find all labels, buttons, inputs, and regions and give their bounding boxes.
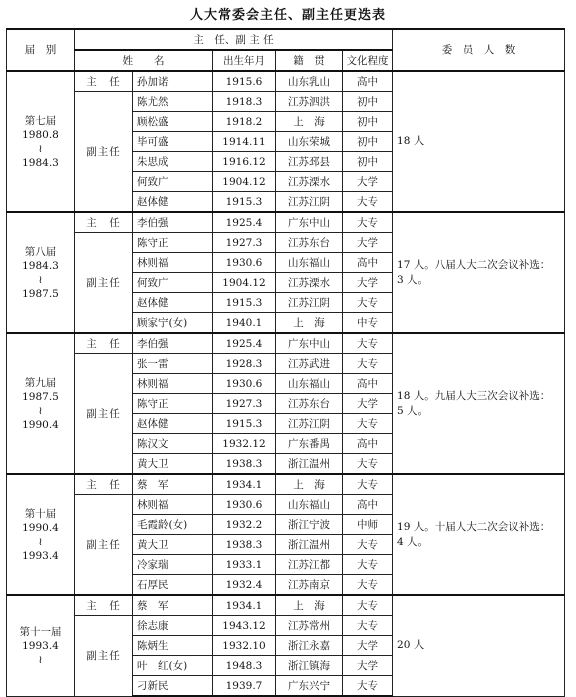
education-level: 大专 xyxy=(343,676,393,697)
education-level: 中专 xyxy=(343,313,393,334)
person-name: 石厚民 xyxy=(133,575,213,596)
birth-date: 1938.3 xyxy=(213,535,276,555)
birth-column-header: 出生年月 xyxy=(213,50,276,71)
person-name: 何致广 xyxy=(133,273,213,293)
native-place: 山东乳山 xyxy=(276,71,343,92)
person-name: 陈守正 xyxy=(133,394,213,414)
native-place: 上 海 xyxy=(276,112,343,132)
native-place: 江苏常州 xyxy=(276,616,343,636)
native-place: 上 海 xyxy=(276,474,343,495)
origin-column-header: 籍 贯 xyxy=(276,50,343,71)
role-vice: 副主任 xyxy=(75,495,133,596)
education-level: 高中 xyxy=(343,253,393,273)
native-place: 浙江永嘉 xyxy=(276,636,343,656)
education-level: 大专 xyxy=(343,555,393,575)
education-level: 大学 xyxy=(343,233,393,253)
birth-date: 1932.4 xyxy=(213,575,276,596)
birth-date: 1915.3 xyxy=(213,293,276,313)
person-name: 黄大卫 xyxy=(133,454,213,475)
birth-date: 1943.12 xyxy=(213,616,276,636)
session-end: 1993.4 xyxy=(22,549,59,562)
role-chair: 主 任 xyxy=(75,212,133,233)
table-row xyxy=(7,71,565,92)
native-place: 浙江温州 xyxy=(276,454,343,475)
person-name: 陈炳生 xyxy=(133,636,213,656)
native-place: 江苏江阴 xyxy=(276,414,343,434)
session-column-header: 届 别 xyxy=(7,29,75,71)
session-sep: ≀ xyxy=(38,535,43,548)
education-level: 大专 xyxy=(343,414,393,434)
native-place: 江苏江都 xyxy=(276,555,343,575)
members-count: 18 人。九届人大三次会议补选： 5 人。 xyxy=(393,333,565,474)
person-name: 刁新民 xyxy=(133,676,213,697)
person-name: 赵体健 xyxy=(133,192,213,213)
session-cell xyxy=(7,212,75,333)
session-end: 1990.4 xyxy=(22,418,59,431)
birth-date: 1932.10 xyxy=(213,636,276,656)
native-place: 广东中山 xyxy=(276,333,343,354)
birth-date: 1932.12 xyxy=(213,434,276,454)
session-name: 第十一届 xyxy=(19,625,62,638)
birth-date: 1915.6 xyxy=(213,71,276,92)
session-cell xyxy=(7,595,75,696)
native-place: 江苏邳县 xyxy=(276,152,343,172)
birth-date: 1916.12 xyxy=(213,152,276,172)
native-place: 广东兴宁 xyxy=(276,676,343,697)
birth-date: 1940.1 xyxy=(213,313,276,334)
person-name: 毛霞龄(女) xyxy=(133,515,213,535)
session-sep: ≀ xyxy=(38,653,43,666)
session-name: 第九届 xyxy=(24,376,57,389)
birth-date: 1930.6 xyxy=(213,253,276,273)
education-level: 初中 xyxy=(343,112,393,132)
birth-date: 1933.1 xyxy=(213,555,276,575)
session-start: 1990.4 xyxy=(22,521,59,534)
table-body xyxy=(7,71,565,696)
birth-date: 1932.2 xyxy=(213,515,276,535)
birth-date: 1930.6 xyxy=(213,374,276,394)
birth-date: 1948.3 xyxy=(213,656,276,676)
role-chair: 主 任 xyxy=(75,595,133,616)
session-start: 1987.5 xyxy=(22,390,59,403)
session-start: 1993.4 xyxy=(22,639,59,652)
education-level: 大专 xyxy=(343,616,393,636)
birth-date: 1915.3 xyxy=(213,192,276,213)
native-place: 江苏江阴 xyxy=(276,192,343,213)
native-place: 广东中山 xyxy=(276,212,343,233)
education-level: 大专 xyxy=(343,575,393,596)
person-name: 冷家瑞 xyxy=(133,555,213,575)
person-name: 蔡 军 xyxy=(133,474,213,495)
table-row xyxy=(7,474,565,495)
members-count: 18 人 xyxy=(393,71,565,212)
table-row xyxy=(7,595,565,616)
birth-date: 1938.3 xyxy=(213,454,276,475)
role-vice: 副主任 xyxy=(75,616,133,697)
education-level: 初中 xyxy=(343,92,393,112)
native-place: 浙江镇海 xyxy=(276,656,343,676)
person-name: 张一雷 xyxy=(133,354,213,374)
person-name: 何致广 xyxy=(133,172,213,192)
native-place: 江苏江阴 xyxy=(276,293,343,313)
person-name: 顾松盛 xyxy=(133,112,213,132)
role-vice: 副主任 xyxy=(75,92,133,213)
person-name: 赵体健 xyxy=(133,414,213,434)
education-level: 初中 xyxy=(343,132,393,152)
birth-date: 1918.3 xyxy=(213,92,276,112)
header-row-1 xyxy=(7,29,565,50)
person-name: 林则福 xyxy=(133,253,213,273)
person-name: 黄大卫 xyxy=(133,535,213,555)
person-name: 林则福 xyxy=(133,374,213,394)
education-level: 大专 xyxy=(343,212,393,233)
person-name: 林则福 xyxy=(133,495,213,515)
session-cell xyxy=(7,71,75,212)
education-level: 大专 xyxy=(343,454,393,475)
education-level: 大专 xyxy=(343,535,393,555)
person-name: 蔡 军 xyxy=(133,595,213,616)
education-level: 大专 xyxy=(343,192,393,213)
role-chair: 主 任 xyxy=(75,474,133,495)
education-level: 高中 xyxy=(343,495,393,515)
birth-date: 1918.2 xyxy=(213,112,276,132)
table-row xyxy=(7,333,565,354)
birth-date: 1904.12 xyxy=(213,273,276,293)
native-place: 山东福山 xyxy=(276,253,343,273)
person-name: 陈尤然 xyxy=(133,92,213,112)
table-row xyxy=(7,212,565,233)
native-place: 浙江宁波 xyxy=(276,515,343,535)
person-name: 李伯强 xyxy=(133,333,213,354)
members-count: 17 人。八届人大二次会议补选： 3 人。 xyxy=(393,212,565,333)
name-column-header: 姓 名 xyxy=(75,50,213,71)
education-level: 大专 xyxy=(343,595,393,616)
birth-date: 1934.1 xyxy=(213,474,276,495)
native-place: 山东福山 xyxy=(276,495,343,515)
education-level: 大学 xyxy=(343,394,393,414)
native-place: 山东荣城 xyxy=(276,132,343,152)
session-start: 1980.8 xyxy=(22,128,59,141)
education-column-header: 文化程度 xyxy=(343,50,393,71)
birth-date: 1939.7 xyxy=(213,676,276,697)
native-place: 江苏武进 xyxy=(276,354,343,374)
education-level: 大学 xyxy=(343,273,393,293)
person-name: 朱思成 xyxy=(133,152,213,172)
native-place: 浙江温州 xyxy=(276,535,343,555)
role-vice: 副主任 xyxy=(75,354,133,475)
person-name: 孙加诺 xyxy=(133,71,213,92)
education-level: 高中 xyxy=(343,374,393,394)
session-sep: ≀ xyxy=(38,404,43,417)
education-level: 高中 xyxy=(343,71,393,92)
members-count: 19 人。十届人大二次会议补选： 4 人。 xyxy=(393,474,565,595)
native-place: 江苏泗洪 xyxy=(276,92,343,112)
session-cell xyxy=(7,333,75,474)
members-count: 20 人 xyxy=(393,595,565,696)
session-cell xyxy=(7,474,75,595)
education-level: 初中 xyxy=(343,152,393,172)
person-name: 赵体健 xyxy=(133,293,213,313)
session-end: 1987.5 xyxy=(22,287,59,300)
birth-date: 1928.3 xyxy=(213,354,276,374)
session-name: 第八届 xyxy=(24,245,57,258)
person-name: 徐志康 xyxy=(133,616,213,636)
education-level: 大专 xyxy=(343,354,393,374)
person-name: 毕可盛 xyxy=(133,132,213,152)
native-place: 江苏溧水 xyxy=(276,172,343,192)
native-place: 江苏溧水 xyxy=(276,273,343,293)
birth-date: 1927.3 xyxy=(213,394,276,414)
person-name: 李伯强 xyxy=(133,212,213,233)
education-level: 大学 xyxy=(343,172,393,192)
birth-date: 1915.3 xyxy=(213,414,276,434)
native-place: 江苏东台 xyxy=(276,233,343,253)
education-level: 中师 xyxy=(343,515,393,535)
leaders-group-header: 主 任、副 主 任 xyxy=(75,29,393,50)
session-name: 第七届 xyxy=(24,114,57,127)
birth-date: 1927.3 xyxy=(213,233,276,253)
page-title: 人大常委会主任、副主任更迭表 xyxy=(189,8,386,23)
education-level: 大专 xyxy=(343,474,393,495)
education-level: 大专 xyxy=(343,333,393,354)
session-sep: ≀ xyxy=(38,142,43,155)
person-name: 叶 红(女) xyxy=(133,656,213,676)
session-start: 1984.3 xyxy=(22,259,59,272)
education-level: 大专 xyxy=(343,293,393,313)
members-column-header: 委 员 人 数 xyxy=(393,29,565,71)
birth-date: 1925.4 xyxy=(213,333,276,354)
education-level: 大学 xyxy=(343,656,393,676)
education-level: 大学 xyxy=(343,636,393,656)
birth-date: 1925.4 xyxy=(213,212,276,233)
person-name: 顾家宁(女) xyxy=(133,313,213,334)
native-place: 上 海 xyxy=(276,595,343,616)
birth-date: 1904.12 xyxy=(213,172,276,192)
native-place: 广东番禺 xyxy=(276,434,343,454)
leadership-table xyxy=(6,28,565,697)
person-name: 陈汉文 xyxy=(133,434,213,454)
role-chair: 主 任 xyxy=(75,333,133,354)
native-place: 江苏南京 xyxy=(276,575,343,596)
birth-date: 1930.6 xyxy=(213,495,276,515)
birth-date: 1914.11 xyxy=(213,132,276,152)
native-place: 山东福山 xyxy=(276,374,343,394)
person-name: 陈守正 xyxy=(133,233,213,253)
native-place: 上 海 xyxy=(276,313,343,334)
role-vice: 副主任 xyxy=(75,233,133,334)
session-sep: ≀ xyxy=(38,273,43,286)
session-end: 1984.3 xyxy=(22,156,59,169)
role-chair: 主 任 xyxy=(75,71,133,92)
session-name: 第十届 xyxy=(24,507,57,520)
education-level: 高中 xyxy=(343,434,393,454)
birth-date: 1934.1 xyxy=(213,595,276,616)
native-place: 江苏东台 xyxy=(276,394,343,414)
